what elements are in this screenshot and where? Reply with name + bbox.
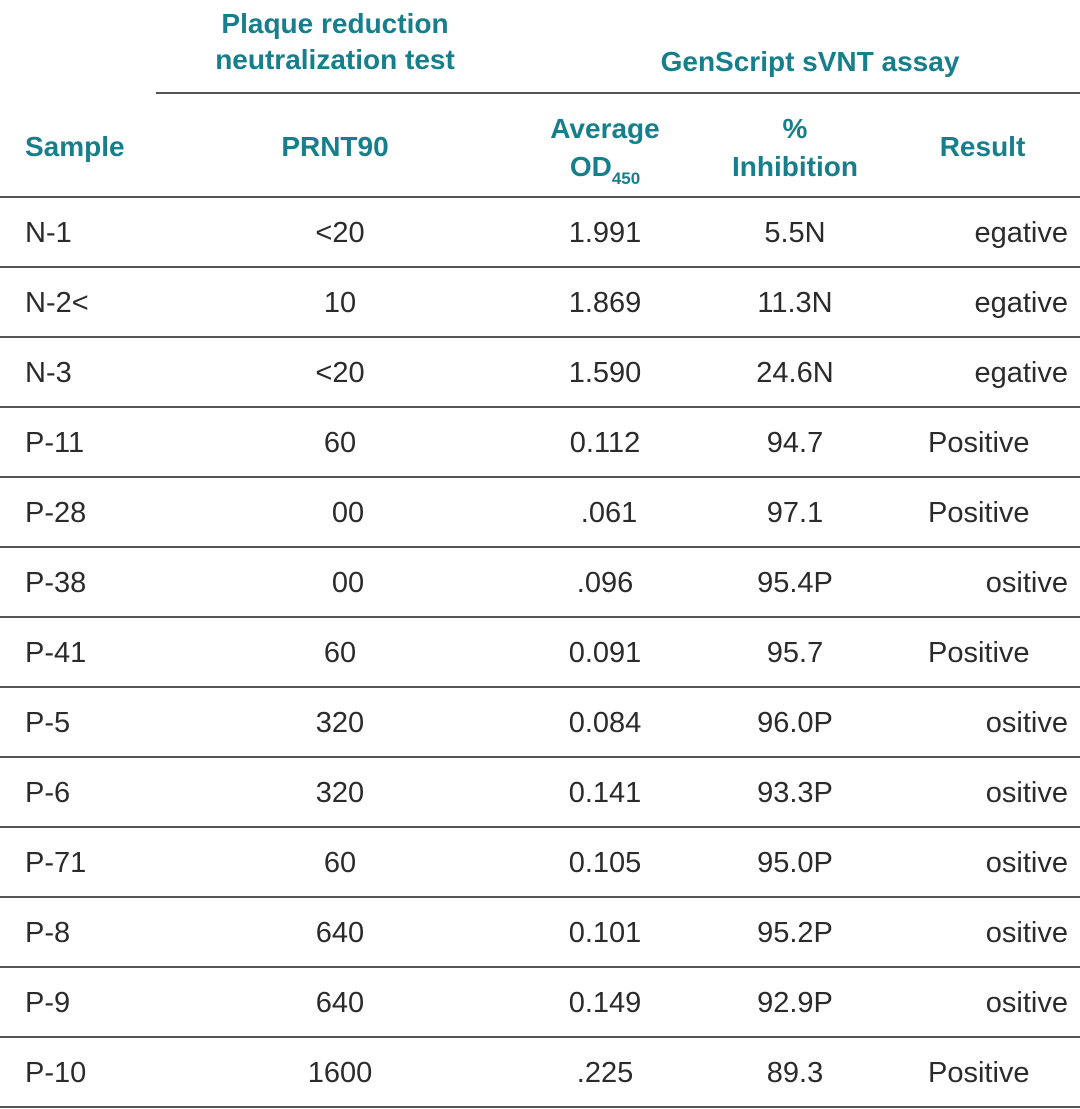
- cell-prnt90: <20: [315, 357, 365, 389]
- table-row: [0, 688, 1080, 758]
- cell-inhibition: 93.3P: [757, 777, 833, 809]
- table-row: [0, 338, 1080, 408]
- cell-sample: P-6: [25, 777, 71, 809]
- cell-result: ositive: [985, 707, 1068, 739]
- cell-result: Positive: [928, 1057, 1030, 1089]
- cell-result: egative: [974, 357, 1068, 389]
- cell-average-od: 1.590: [568, 357, 642, 389]
- table-row: [0, 268, 1080, 338]
- cell-prnt90: 60: [323, 847, 357, 879]
- column-header-od-subscript: 450: [611, 169, 641, 188]
- cell-result: Positive: [928, 427, 1030, 459]
- cell-average-od: 0.091: [568, 637, 642, 669]
- cell-average-od: 0.141: [568, 777, 642, 809]
- table-row: [0, 618, 1080, 688]
- cell-average-od: 0.084: [568, 707, 642, 739]
- cell-sample: P-11: [25, 427, 85, 459]
- column-header-sample: Sample: [25, 131, 125, 162]
- cell-inhibition: 95.4P: [757, 567, 833, 599]
- cell-result: ositive: [985, 567, 1068, 599]
- cell-prnt90: 00: [315, 567, 365, 599]
- group-header-prnt: [160, 6, 510, 78]
- cell-sample: P-10: [25, 1057, 87, 1089]
- cell-prnt90: <20: [315, 217, 365, 249]
- cell-sample: P-41: [25, 637, 87, 669]
- table-row: [0, 548, 1080, 618]
- cell-inhibition: 89.3: [766, 1057, 824, 1089]
- cell-inhibition: 95.2P: [757, 917, 833, 949]
- cell-average-od: 1.869: [568, 287, 642, 319]
- group-header-rule: [156, 92, 1080, 94]
- column-header-prnt90: PRNT90: [281, 131, 389, 162]
- cell-average-od: 0.101: [568, 917, 642, 949]
- cell-average-od: 0.112: [569, 427, 641, 459]
- cell-inhibition: 92.9P: [757, 987, 833, 1019]
- table-row: [0, 1038, 1080, 1108]
- cell-average-od: .096: [576, 567, 634, 599]
- cell-result: Positive: [928, 637, 1030, 669]
- cell-average-od: 0.149: [568, 987, 642, 1019]
- cell-prnt90: 320: [315, 707, 365, 739]
- cell-sample: P-9: [25, 987, 71, 1019]
- cell-inhibition: 11.3N: [757, 287, 833, 319]
- cell-inhibition: 24.6N: [756, 357, 834, 389]
- cell-average-od: 1.991: [568, 217, 642, 249]
- cell-inhibition: 97.1: [766, 497, 824, 529]
- column-header-od-line2: [520, 148, 690, 198]
- cell-prnt90: 60: [323, 637, 357, 669]
- column-header-od-base: OD: [569, 151, 612, 182]
- cell-sample: P-5: [25, 707, 71, 739]
- cell-result: Positive: [928, 497, 1030, 529]
- cell-sample: N-3: [25, 357, 72, 389]
- cell-sample: N-1: [25, 217, 72, 249]
- cell-inhibition: 95.0P: [757, 847, 833, 879]
- column-header-inhibition-line1: %: [782, 113, 808, 144]
- table-row: [0, 478, 1080, 548]
- column-header-inhibition-line2: Inhibition: [732, 151, 858, 182]
- table-row: [0, 198, 1080, 268]
- cell-average-od: .061: [572, 497, 638, 529]
- cell-inhibition: 95.7: [766, 637, 824, 669]
- cell-prnt90: 1600: [307, 1057, 373, 1089]
- cell-sample: N-2<: [25, 287, 89, 319]
- cell-inhibition: 5.5N: [764, 217, 826, 249]
- cell-sample: P-71: [25, 847, 87, 879]
- cell-prnt90: 60: [323, 427, 357, 459]
- cell-sample: P-38: [25, 567, 87, 599]
- column-header-inhibition: [715, 110, 875, 186]
- table-row: [0, 408, 1080, 478]
- cell-prnt90: 00: [315, 497, 365, 529]
- cell-average-od: .225: [576, 1057, 634, 1089]
- cell-prnt90: 320: [315, 777, 365, 809]
- table-row: [0, 898, 1080, 968]
- cell-inhibition: 94.7: [766, 427, 824, 459]
- cell-sample: P-28: [25, 497, 87, 529]
- column-header-od-line1: Average: [550, 113, 660, 144]
- table-row: [0, 758, 1080, 828]
- cell-result: ositive: [985, 917, 1068, 949]
- table-body: [0, 198, 1080, 1108]
- table-row: [0, 828, 1080, 898]
- cell-result: egative: [974, 217, 1068, 249]
- cell-prnt90: 640: [315, 917, 365, 949]
- column-header-average-od: [520, 110, 690, 198]
- cell-prnt90: 10: [323, 287, 357, 319]
- cell-result: ositive: [985, 847, 1068, 879]
- group-header-svnt: GenScript sVNT assay: [660, 46, 960, 77]
- group-header-prnt-text: Plaque reduction neutralization test: [215, 8, 455, 75]
- cell-result: ositive: [985, 777, 1068, 809]
- table-row: [0, 968, 1080, 1038]
- column-header-result: Result: [939, 131, 1026, 162]
- cell-sample: P-8: [25, 917, 71, 949]
- cell-inhibition: 96.0P: [757, 707, 833, 739]
- cell-prnt90: 640: [315, 987, 365, 1019]
- cell-result: egative: [974, 287, 1068, 319]
- cell-result: ositive: [985, 987, 1068, 1019]
- cell-average-od: 0.105: [568, 847, 642, 879]
